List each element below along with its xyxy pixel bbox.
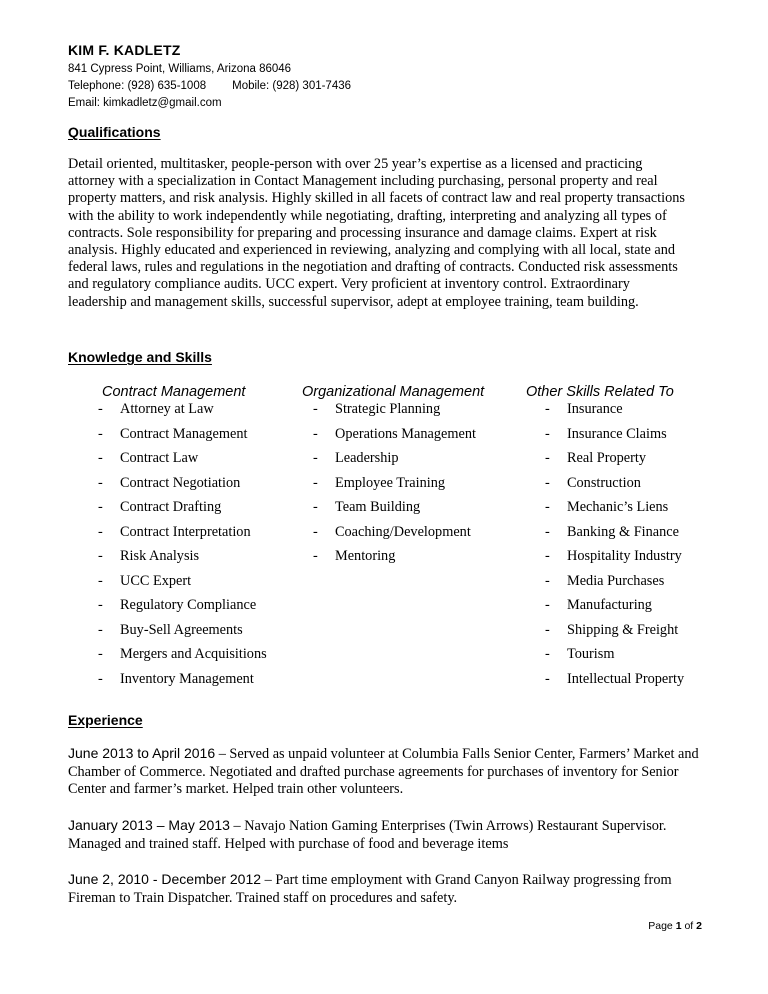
- candidate-name: KIM F. KADLETZ: [68, 42, 181, 58]
- bullet-dash: -: [545, 523, 550, 540]
- skill-item: [98, 475, 267, 500]
- skill-item: [545, 573, 684, 598]
- skill-label: Mechanic’s Liens: [567, 499, 669, 515]
- skill-label: Employee Training: [335, 474, 446, 491]
- page-number: Page 1 of 2: [648, 920, 702, 932]
- skill-item: [98, 671, 267, 696]
- bullet-dash: -: [545, 425, 550, 442]
- skill-label: Inventory Management: [120, 670, 254, 687]
- skill-label: Contract Interpretation: [120, 523, 251, 540]
- skill-item: [98, 450, 267, 475]
- skill-item: [98, 548, 267, 573]
- bullet-dash: -: [98, 499, 103, 515]
- experience-date: June 2013 to April 2016: [68, 745, 216, 761]
- skill-label: Contract Law: [120, 450, 199, 466]
- bullet-dash: -: [545, 597, 550, 613]
- skills-column-title: Other Skills Related To: [526, 384, 674, 400]
- bullet-dash: -: [98, 670, 103, 687]
- skill-label: Insurance Claims: [567, 425, 667, 442]
- skill-label: Operations Management: [335, 425, 476, 442]
- experience-entry: [68, 817, 708, 853]
- experience-entry: [68, 871, 708, 907]
- experience-heading: Experience: [68, 712, 143, 728]
- bullet-dash: -: [313, 548, 318, 564]
- experience-description: Navajo Nation Gaming Enterprises (Twin Arrows) Restaurant Supervisor. Managed and trained staff. Helped with purchase of food and beverage items: [68, 818, 667, 852]
- bullet-dash: -: [98, 646, 103, 662]
- skill-item: [313, 548, 476, 573]
- skill-label: Tourism: [567, 646, 615, 662]
- skill-label: Attorney at Law: [120, 401, 214, 417]
- skills-column-title: Organizational Management: [302, 384, 485, 400]
- mobile: Mobile: (928) 301-7436: [232, 80, 352, 92]
- skill-label: Buy-Sell Agreements: [120, 621, 243, 638]
- bullet-dash: -: [545, 621, 550, 638]
- skill-item: [98, 401, 267, 426]
- bullet-dash: -: [313, 450, 318, 466]
- skill-item: [545, 450, 684, 475]
- bullet-dash: -: [98, 474, 103, 491]
- skill-item: [545, 646, 684, 671]
- bullet-dash: -: [98, 450, 103, 466]
- skill-item: [98, 573, 267, 598]
- skill-label: UCC Expert: [120, 572, 192, 589]
- skill-label: Contract Management: [120, 425, 248, 442]
- bullet-dash: -: [98, 572, 103, 589]
- skill-item: [313, 475, 476, 500]
- skill-label: Contract Drafting: [120, 499, 222, 515]
- bullet-dash: -: [313, 401, 318, 417]
- skills-list-other: [545, 401, 684, 695]
- skill-label: Construction: [567, 474, 641, 491]
- skill-item: [545, 401, 684, 426]
- skill-label: Team Building: [335, 499, 421, 515]
- skill-item: [98, 499, 267, 524]
- skill-label: Real Property: [567, 450, 647, 466]
- email: Email: kimkadletz@gmail.com: [68, 97, 222, 109]
- skills-heading: Knowledge and Skills: [68, 349, 212, 365]
- skill-label: Manufacturing: [567, 597, 652, 613]
- telephone: Telephone: (928) 635-1008: [68, 80, 207, 92]
- bullet-dash: -: [545, 499, 550, 515]
- experience-date: January 2013 – May 2013: [68, 817, 230, 833]
- skill-label: Leadership: [335, 450, 399, 466]
- experience-date: June 2, 2010 - December 2012: [68, 871, 262, 887]
- skill-label: Hospitality Industry: [567, 548, 682, 564]
- address: 841 Cypress Point, Williams, Arizona 86046: [68, 63, 292, 75]
- bullet-dash: -: [98, 621, 103, 638]
- bullet-dash: -: [313, 499, 318, 515]
- bullet-dash: -: [313, 523, 318, 540]
- bullet-dash: -: [98, 548, 103, 564]
- experience-separator: –: [229, 818, 245, 834]
- bullet-dash: -: [545, 401, 550, 417]
- experience-entry: [68, 745, 708, 799]
- bullet-dash: -: [545, 450, 550, 466]
- skills-list-organizational-management: [313, 401, 476, 573]
- skill-item: [313, 499, 476, 524]
- qualifications-heading: Qualifications: [68, 124, 161, 140]
- skill-label: Media Purchases: [567, 572, 665, 589]
- bullet-dash: -: [545, 548, 550, 564]
- bullet-dash: -: [313, 425, 318, 442]
- skill-item: [545, 597, 684, 622]
- skill-item: [313, 524, 476, 549]
- skill-item: [313, 426, 476, 451]
- bullet-dash: -: [545, 670, 550, 687]
- skill-label: Contract Negotiation: [120, 474, 241, 491]
- skill-item: [545, 622, 684, 647]
- skill-item: [313, 401, 476, 426]
- skills-column-title: Contract Management: [102, 384, 246, 400]
- experience-separator: –: [261, 872, 276, 888]
- skill-item: [545, 475, 684, 500]
- bullet-dash: -: [545, 474, 550, 491]
- skill-item: [98, 524, 267, 549]
- skill-label: Risk Analysis: [120, 548, 200, 564]
- skill-item: [545, 426, 684, 451]
- skill-label: Shipping & Freight: [567, 621, 679, 638]
- bullet-dash: -: [545, 646, 550, 662]
- skill-item: [98, 426, 267, 451]
- skill-item: [98, 646, 267, 671]
- skill-label: Intellectual Property: [567, 670, 685, 687]
- skill-item: [98, 597, 267, 622]
- skill-item: [98, 622, 267, 647]
- experience-description: Served as unpaid volunteer at Columbia Falls Senior Center, Farmers’ Market and Chamber of Commerce. Negotiated and drafted purchase agreements for purchases of inventory for Senior Center and farmer’s market. Helped train other volunteers.: [68, 746, 699, 797]
- skill-label: Strategic Planning: [335, 401, 441, 417]
- skill-item: [545, 671, 684, 696]
- skill-label: Regulatory Compliance: [120, 597, 257, 613]
- skill-label: Mergers and Acquisitions: [120, 646, 267, 662]
- skill-label: Insurance: [567, 401, 623, 417]
- skills-list-contract-management: [98, 401, 267, 695]
- skill-item: [313, 450, 476, 475]
- bullet-dash: -: [98, 523, 103, 540]
- skill-item: [545, 524, 684, 549]
- bullet-dash: -: [98, 401, 103, 417]
- skill-item: [545, 548, 684, 573]
- bullet-dash: -: [545, 572, 550, 589]
- skill-item: [545, 499, 684, 524]
- skill-label: Mentoring: [335, 548, 396, 564]
- bullet-dash: -: [98, 597, 103, 613]
- bullet-dash: -: [313, 474, 318, 491]
- experience-description: Part time employment with Grand Canyon Railway progressing from Fireman to Train Dispatcher. Trained staff on procedures and safety.: [68, 872, 672, 906]
- bullet-dash: -: [98, 425, 103, 442]
- skill-label: Banking & Finance: [567, 523, 679, 540]
- phone-line: [68, 79, 351, 93]
- qualifications-text: Detail oriented, multitasker, people-person with over 25 year’s expertise as a licensed and practicing attorney with a specialization in Contact Management including purchasing, personal property and real property matters, and risk analysis. Highly skilled in all facets of contract law and real property transactions with the ability to work independently while negotiating, drafting, interpreting and analyzing all types of contracts. Sole responsibility for preparing and processing insurance and damage claims. Expert at risk analysis. Highly educated and experienced in reviewing, analyzing and complying with all local, state and federal laws, rules and regulations in the negotiation and drafting of contracts. Conducted risk assessments and regulatory compliance audits. UCC expert. Very proficient at inventory control. Extraordinary leadership and management skills, successful supervisor, adept at employee training, team building.: [68, 156, 685, 310]
- skill-label: Coaching/Development: [335, 523, 471, 540]
- experience-separator: –: [215, 746, 230, 762]
